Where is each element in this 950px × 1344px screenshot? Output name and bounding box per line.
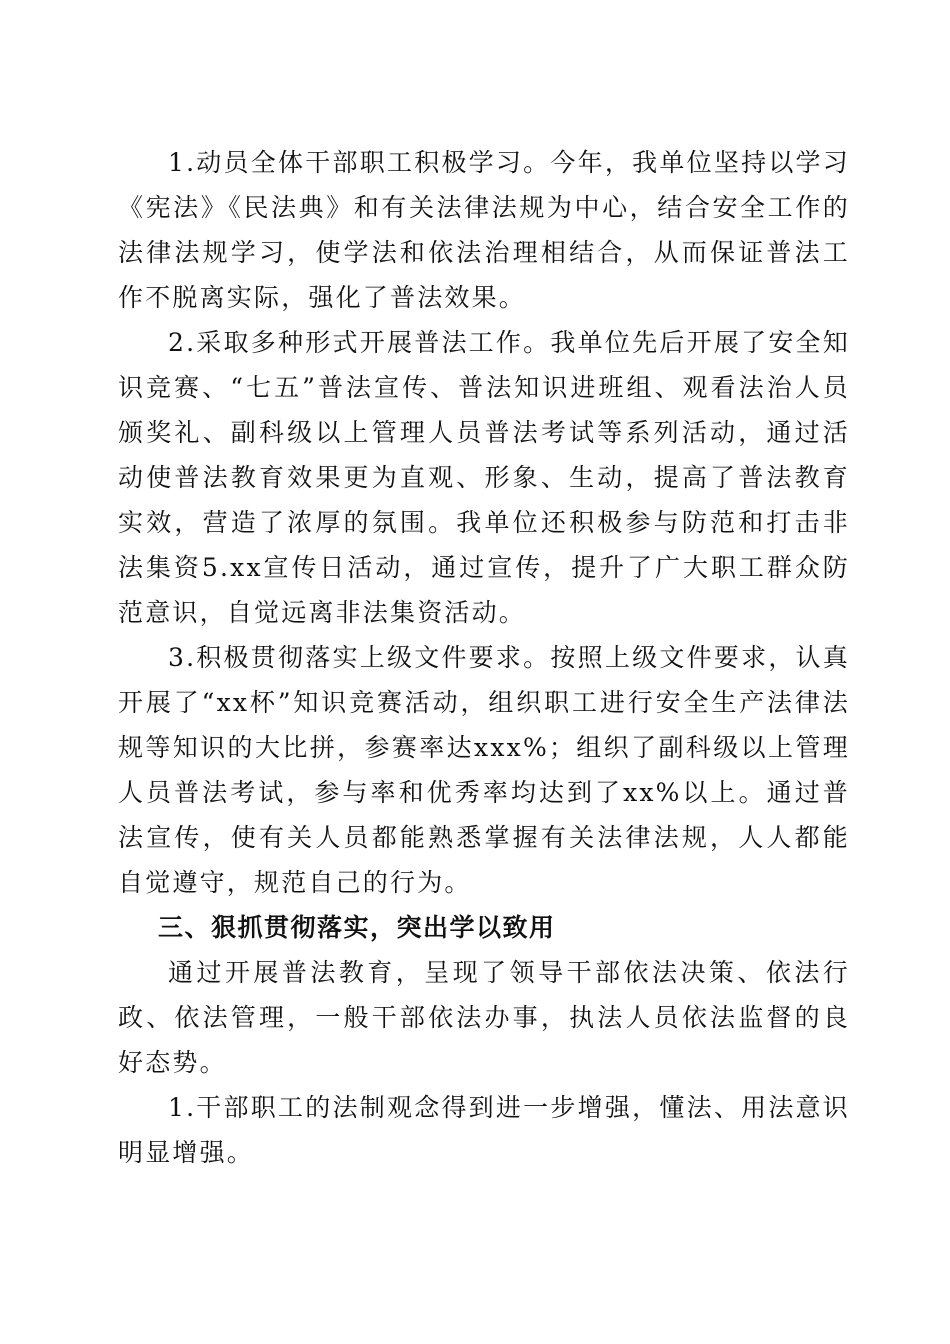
section-heading: 三、狠抓贯彻落实，突出学以致用 xyxy=(158,913,556,942)
paragraph-intro: 通过开展普法教育，呈现了领导干部依法决策、依法行政、依法管理，一般干部依法办事，执法人员依法监督的良好态势。 xyxy=(118,958,850,1077)
paragraph-item-1-awareness: 1.干部职工的法制观念得到进一步增强，懂法、用法意识明显增强。 xyxy=(118,1093,850,1167)
paragraph-item-2-forms: 2.采取多种形式开展普法工作。我单位先后开展了安全知识竞赛、“七五”普法宣传、普法知识进班组、观看法治人员颁奖礼、副科级以上管理人员普法考试等系列活动，通过活动使普法教育效果更为直观、形象、生动，提高了普法教育实效，营造了浓厚的氛围。我单位还积极参与防范和打击非法集资5.xx宣传日活动，通过宣传，提升了广大职工群众防范意识，自觉远离非法集资活动。 xyxy=(118,328,850,627)
paragraph-item-1-learning: 1.动员全体干部职工积极学习。今年，我单位坚持以学习《宪法》《民法典》和有关法律法规为中心，结合安全工作的法律法规学习，使学法和依法治理相结合，从而保证普法工作不脱离实际，强化了普法效果。 xyxy=(118,148,850,312)
paragraph-item-3-implementation: 3.积极贯彻落实上级文件要求。按照上级文件要求，认真开展了“xx杯”知识竞赛活动，组织职工进行安全生产法律法规等知识的大比拼，参赛率达xxx%；组织了副科级以上管理人员普法考试，参与率和优秀率均达到了xx%以上。通过普法宣传，使有关人员都能熟悉掌握有关法律法规，人人都能自觉遵守，规范自己的行为。 xyxy=(118,643,850,897)
